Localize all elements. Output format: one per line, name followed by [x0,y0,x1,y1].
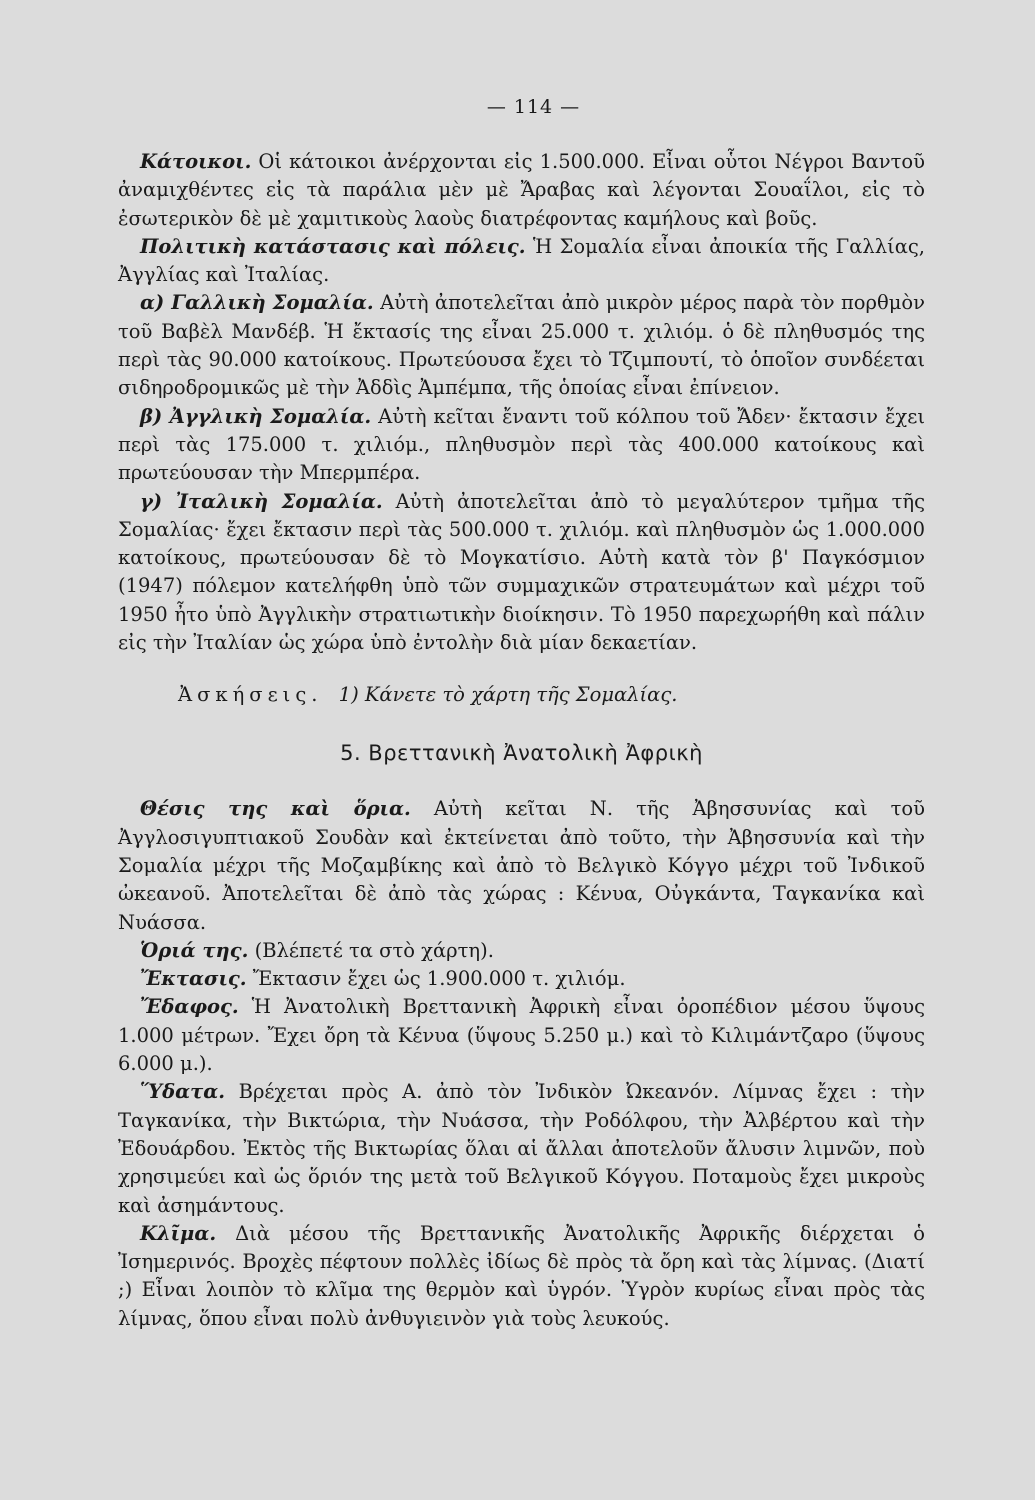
paragraph-heading: Ὁριά της. [140,938,249,962]
paragraph-heading: α) Γαλλικὴ Σομαλία. [140,291,374,315]
paragraph-climate [118,1220,925,1333]
paragraph-text: Ἔκτασιν ἔχει ὡς 1.900.000 τ. χιλιόμ. [246,967,626,991]
exercises-label: Ἀσκήσεις. [178,683,323,707]
paragraph-text: (Βλέπετέ τα στὸ χάρτη). [248,938,494,962]
paragraph-text: Αὐτὴ κεῖται Ν. τῆς Ἀβησσυνίας καὶ τοῦ Ἀγγλοσιγυπτιακοῦ Σουδὰν καὶ ἐκτείνεται ἀπὸ τοῦτο, τὴν Ἀβησσυνία καὶ τὴν Σομαλία μέχρι τῆς Μοζαμβίκης καὶ ἀπὸ τὸ Βελγικὸ Κόγγο μέχρι τοῦ Ἰνδικοῦ ὠκεανοῦ. Ἀποτελεῖται δὲ ἀπὸ τὰς χώρας : Κένυα, Οὐγκάντα, Ταγκανίκα καὶ Νυάσσα. [118,797,926,934]
paragraph-heading: Κάτοικοι. [140,150,252,173]
paragraph-heading: Πολιτικὴ κατάστασις καὶ πόλεις. [140,234,526,258]
page-number: — 114 — [486,96,581,118]
paragraph-heading: Θέσις της καὶ ὅρια. [140,797,411,821]
paragraph-text: Ἡ Σομαλία εἶναι ἀποικία τῆς Γαλλίας, Ἀγγλίας καὶ Ἰταλίας. [118,234,926,287]
paragraph-text: Αὐτὴ κεῖται ἔναντι τοῦ κόλπου τοῦ Ἄδεν· ἔκτασιν ἔχει περὶ τὰς 175.000 τ. χιλιόμ., πληθυσμὸν περὶ τὰς 400.000 κατοίκους καὶ πρωτεύουσαν τὴν Μπερμπέρα. [118,404,925,485]
paragraph-area [118,965,925,993]
paragraph-heading: Ὕδατα. [140,1080,226,1104]
paragraph-heading: Κλῖμα. [140,1221,217,1245]
paragraph-heading: Ἔδαφος. [140,995,239,1019]
paragraph-text: Διὰ μέσου τῆς Βρεττανικῆς Ἀνατολικῆς Ἀφρικῆς διέρχεται ὁ Ἰσημερινός. Βροχὲς πέφτουν πολλὲς ἰδίως δὲ πρὸς τὰ ὄρη καὶ τὰς λίμνας. (Διατί ;) Εἶναι λοιπὸν τὸ κλῖμα της θερμὸν καὶ ὑγρόν. Ὑγρὸν κυρίως εἶναι πρὸς τὰς λίμνας, ὅπου εἶναι πολὺ ἀνθυγιεινὸν γιὰ τοὺς λευκούς. [118,1221,925,1330]
paragraph-heading: γ) Ἰταλικὴ Σομαλία. [140,489,383,513]
paragraph-italian-somalia [118,488,925,658]
section-title: 5. Βρεττανικὴ Ἀνατολικὴ Ἀφρικὴ [340,741,703,766]
paragraph-waters [118,1078,925,1219]
paragraph-text: Αὐτὴ ἀποτελεῖται ἀπὸ τὸ μεγαλύτερον τμῆμα τῆς Σομαλίας· ἔχει ἔκτασιν περὶ τὰς 500.000 τ. χιλιόμ. καὶ πληθυσμὸν ὡς 1.000.000 κατοίκους, πρωτεύουσαν δὲ τὸ Μογκατίσιο. Αὐτὴ κατὰ τὸν β' Παγκόσμιον (1947) πόλεμον κατελήφθη ὑπὸ τῶν συμμαχικῶν στρατευμάτων καὶ μέχρι τοῦ 1950 ἦτο ὑπὸ Ἀγγλικὴν στρατιωτικὴν διοίκησιν. Τὸ 1950 παρεχωρήθη καὶ πάλιν εἰς τὴν Ἰταλίαν ὡς χώρα ὑπὸ ἐντολὴν διὰ μίαν δεκαετίαν. [118,489,925,655]
paragraph-text: Αὐτὴ ἀποτελεῖται ἀπὸ μικρὸν μέρος παρὰ τὸν πορθμὸν τοῦ Βαβὲλ Μανδέβ. Ἡ ἔκτασίς της εἶναι 25.000 τ. χιλιόμ. ὁ δὲ πληθυσμός της περὶ τὰς 90.000 κατοίκους. Πρωτεύουσα ἔχει τὸ Τζιμπουτί, τὸ ὁποῖον συνδέεται σιδηροδρομικῶς μὲ τὴν Ἀδδὶς Ἀμπέμπα, τῆς ὁποίας εἶναι ἐπίνειον. [118,291,925,400]
paragraph-french-somalia [118,289,925,402]
paragraph-borders [118,937,925,965]
exercises [178,681,925,709]
paragraph-heading: Ἔκτασις. [140,967,247,991]
exercise-task: 1) Κάνετε τὸ χάρτη τῆς Σομαλίας. [338,683,678,707]
paragraph-inhabitants [118,148,925,233]
paragraph-text: Ἡ Ἀνατολικὴ Βρεττανικὴ Ἀφρικὴ εἶναι ὀροπέδιον μέσου ὕψους 1.000 μέτρων. Ἔχει ὄρη τὰ Κένυα (ὕψους 5.250 μ.) καὶ τὸ Κιλιμάντζαρο (ὕψους 6.000 μ.). [118,995,925,1076]
paragraph-political-status [118,233,925,290]
paragraph-heading: β) Ἀγγλικὴ Σομαλία. [140,404,372,428]
paragraph-position-borders [118,795,925,936]
paragraph-text: Βρέχεται πρὸς Α. ἀπὸ τὸν Ἰνδικὸν Ὠκεανόν. Λίμνας ἔχει : τὴν Ταγκανίκα, τὴν Βικτώρια, τὴν Νυάσσα, τὴν Ροδόλφου, τὴν Ἀλβέρτου καὶ τὴν Ἐδουάρδου. Ἐκτὸς τῆς Βικτωρίας ὅλαι αἱ ἄλλαι ἀποτελοῦν ἄλυσιν λιμνῶν, ποὺ χρησιμεύει καὶ ὡς ὅριόν της μετὰ τοῦ Βελγικοῦ Κόγγου. Ποταμοὺς ἔχει μικροὺς καὶ ἀσημάντους. [118,1080,925,1217]
paragraph-terrain [118,993,925,1078]
paragraph-british-somalia [118,403,925,488]
paragraph-text: Οἱ κάτοικοι ἀνέρχονται εἰς 1.500.000. Εἶναι οὗτοι Νέγροι Βαντοῦ ἀναμιχθέντες εἰς τὰ παράλια μὲν μὲ Ἄραβας καὶ λέγονται Σουαΐλοι, εἰς τὸ ἐσωτερικὸν δὲ μὲ χαμιτικοὺς λαοὺς διατρέφοντας καμήλους καὶ βοῦς. [118,150,925,230]
